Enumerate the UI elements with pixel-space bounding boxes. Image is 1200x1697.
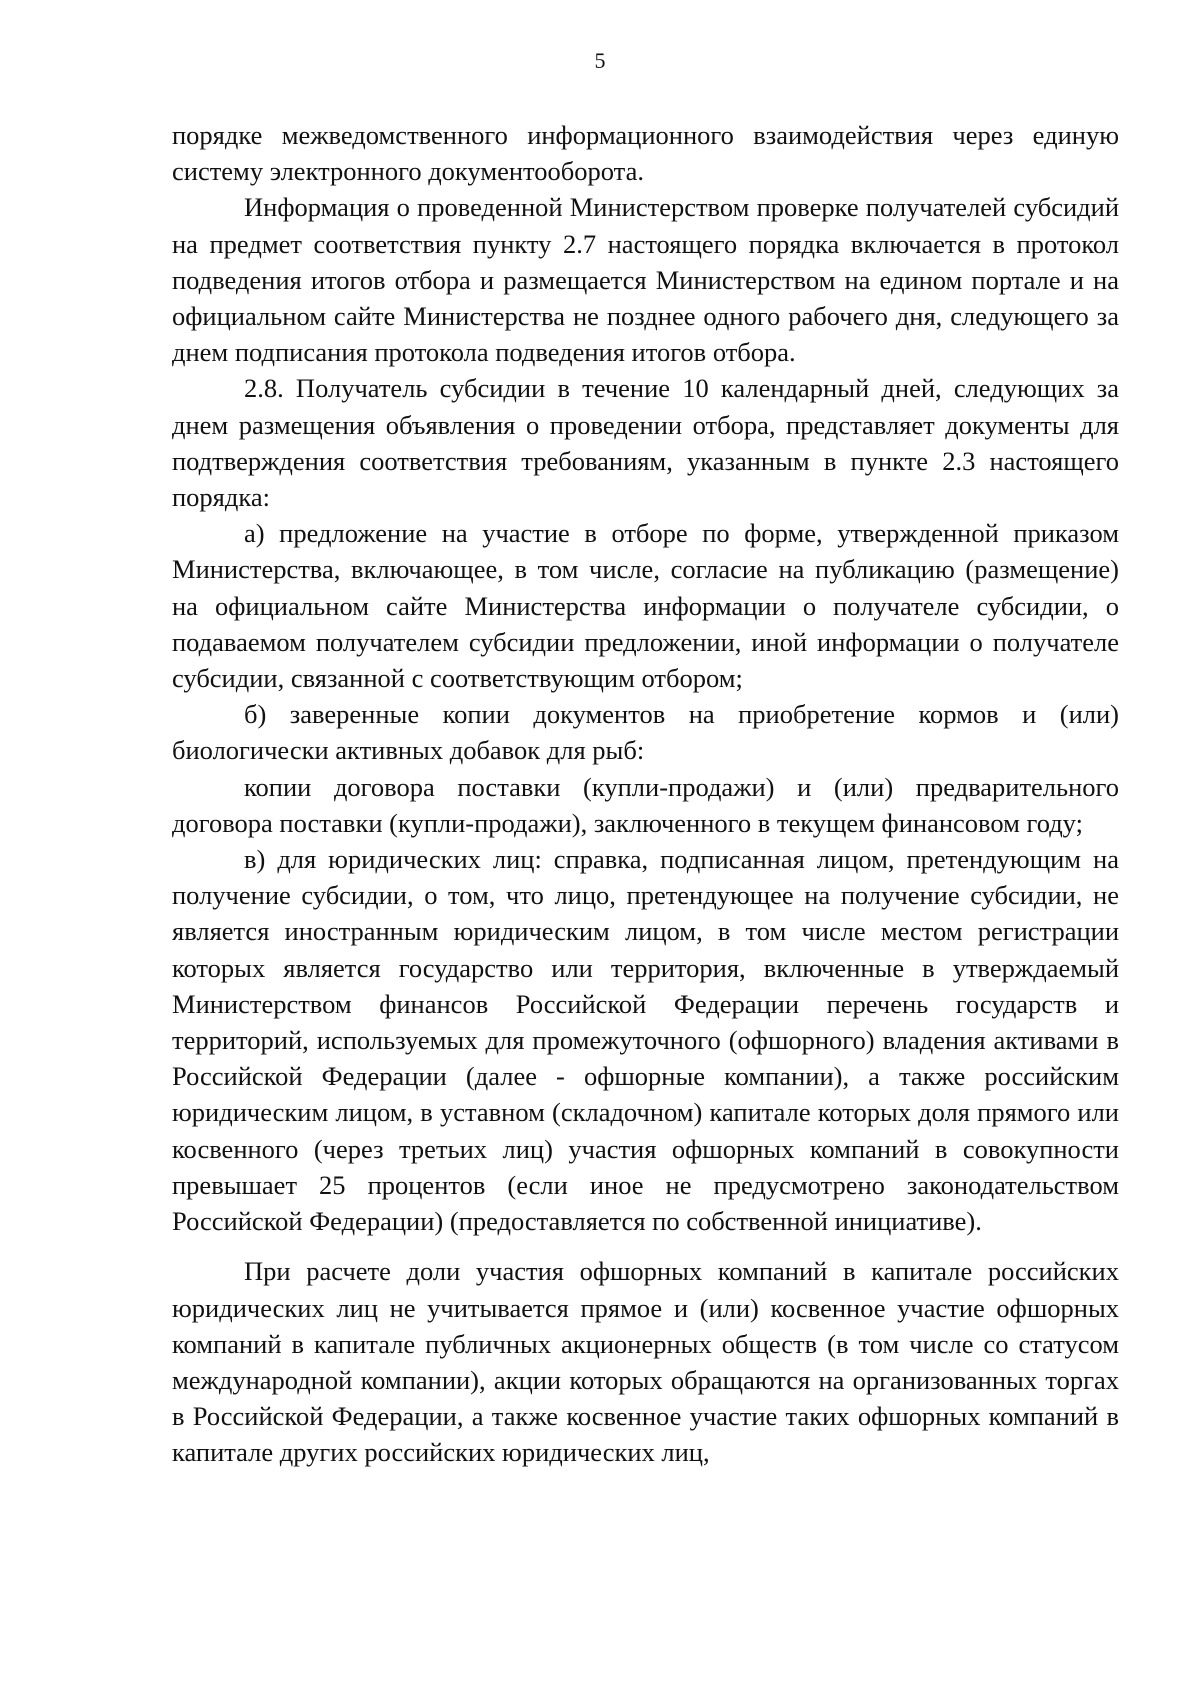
paragraph-item-a: а) предложение на участие в отборе по форме, утвержденной приказом Министерства, включающее, в том числе, согласие на публикацию (размещение) на официальном сайте Министерства информации о получателе субсидии, о подаваемом получателем субсидии предложении, иной информации о получателе субсидии, связанной с соответствующим отбором; <box>172 518 1119 694</box>
paragraph-clause-2-8: 2.8. Получатель субсидии в течение 10 календарный дней, следующих за днем размещения объявления о проведении отбора, представляет документы для подтверждения соответствия требованиям, указанным в пункте 2.3 настоящего порядка: <box>172 373 1119 513</box>
paragraph-verification-info: Информация о проведенной Министерством проверке получателей субсидий на предмет соответствия пункту 2.7 настоящего порядка включается в протокол подведения итогов отбора и размещается Министерством на едином портале и на официальном сайте Министерства не позднее одного рабочего дня, следующего за днем подписания протокола подведения итогов отбора. <box>172 192 1119 368</box>
paragraph-offshore-calculation: При расчете доли участия офшорных компаний в капитале российских юридических лиц не учитывается прямое и (или) косвенное участие офшорных компаний в капитале публичных акционерных обществ (в том числе со статусом международной компании), акции которых обращаются на организованных торгах в Российской Федерации, а также косвенное участие таких офшорных компаний в капитале других российских юридических лиц, <box>172 1256 1119 1468</box>
page-number: 5 <box>594 48 606 73</box>
paragraph-item-b: б) заверенные копии документов на приобретение кормов и (или) биологически активных добавок для рыб: <box>172 699 1119 766</box>
paragraph-continuation: порядке межведомственного информационного взаимодействия через единую систему электронного документооборота. <box>172 120 1119 187</box>
paragraph-item-v: в) для юридических лиц: справка, подписанная лицом, претендующим на получение субсидии, о том, что лицо, претендующее на получение субсидии, не является иностранным юридическим лицом, в том числе местом регистрации которых является государство или территория, включенные в утверждаемый Министерством финансов Российской Федерации перечень государств и территорий, используемых для промежуточного (офшорного) владения активами в Российской Федерации (далее - офшорные компании), а также российским юридическим лицом, в уставном (складочном) капитале которых доля прямого или косвенного (через третьих лиц) участия офшорных компаний в совокупности превышает 25 процентов (если иное не предусмотрено законодательством Российской Федерации) (предоставляется по собственной инициативе). <box>172 844 1119 1237</box>
paragraph-contract-copies: копии договора поставки (купли-продажи) и (или) предварительного договора поставки (купли-продажи), заключенного в текущем финансовом году; <box>172 771 1119 838</box>
document-body <box>172 117 1119 1471</box>
